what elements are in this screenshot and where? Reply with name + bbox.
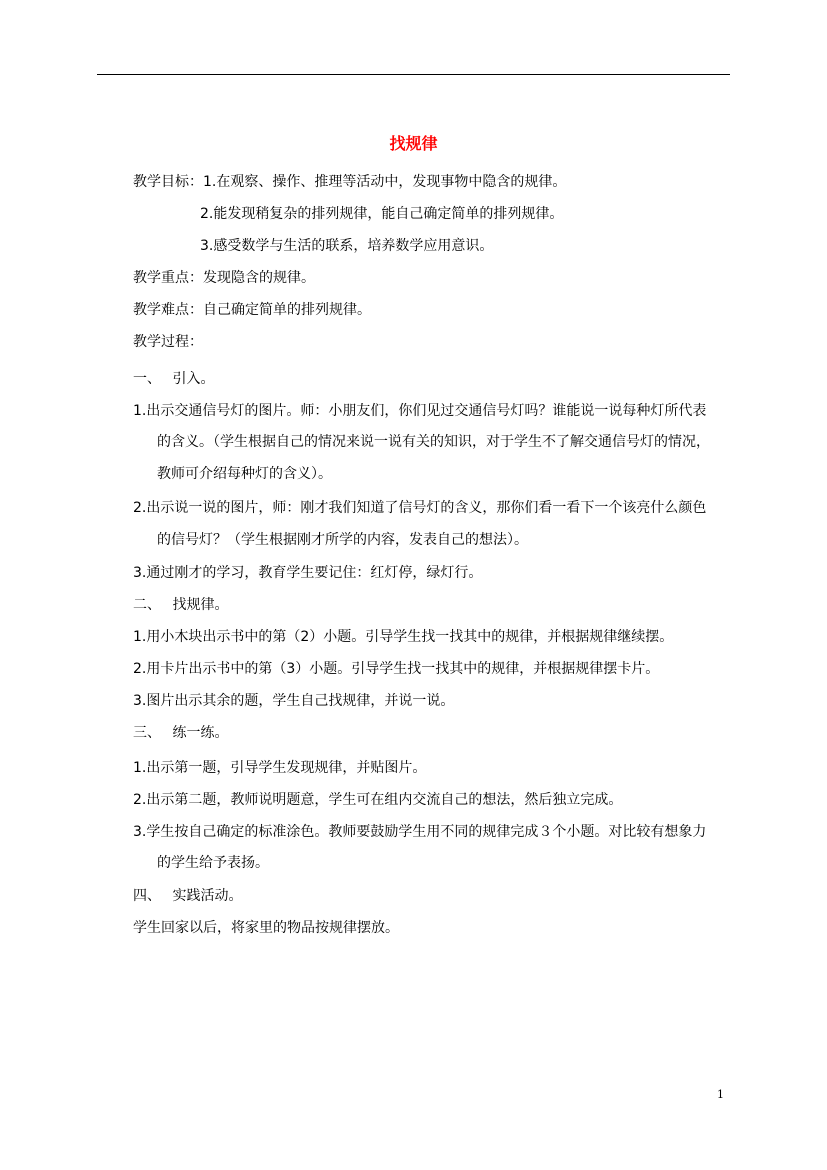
section-heading-2: 二、 找规律。	[133, 597, 229, 613]
key-point-line: 教学重点：发现隐含的规律。	[133, 270, 315, 286]
section-heading-3: 三、 练一练。	[133, 725, 229, 741]
paragraph-line: 的信号灯？（学生根据刚才所学的内容，发表自己的想法）。	[157, 532, 528, 548]
section-heading-1: 一、 引入。	[133, 371, 215, 387]
paragraph-line: 的含义。（学生根据自己的情况来说一说有关的知识，对于学生不了解交通信号灯的情况，	[157, 434, 710, 450]
paragraph-line: 3.通过刚才的学习，教育学生要记住：红灯停，绿灯行。	[133, 565, 483, 581]
paragraph-line: 1.用小木块出示书中的第（2）小题。引导学生找一找其中的规律，并根据规律继续摆。	[133, 629, 674, 645]
paragraph-line: 1.出示第一题，引导学生发现规律，并贴图片。	[133, 760, 427, 776]
paragraph-line: 教师可介绍每种灯的含义）。	[157, 466, 332, 482]
document-title: 找规律	[389, 134, 438, 153]
paragraph-line: 3.图片出示其余的题，学生自己找规律，并说一说。	[133, 693, 455, 709]
paragraph-line: 学生回家以后，将家里的物品按规律摆放。	[133, 920, 399, 936]
paragraph-line: 的学生给予表扬。	[157, 855, 269, 871]
paragraph-line: 2.出示说一说的图片，师：刚才我们知道了信号灯的含义，那你们看一看下一个该亮什么颜色	[133, 500, 707, 516]
difficulty-line: 教学难点：自己确定简单的排列规律。	[133, 302, 371, 318]
objective-line-1: 教学目标：1.在观察、操作、推理等活动中，发现事物中隐含的规律。	[133, 174, 567, 190]
section-heading-4: 四、 实践活动。	[133, 888, 243, 904]
paragraph-line: 3.学生按自己确定的标准涂色。教师要鼓励学生用不同的规律完成３个小题。对比较有想象力	[133, 824, 707, 840]
paragraph-line: 1.出示交通信号灯的图片。师：小朋友们，你们见过交通信号灯吗？谁能说一说每种灯所代表	[133, 403, 707, 419]
paragraph-line: 2.用卡片出示书中的第（3）小题。引导学生找一找其中的规律，并根据规律摆卡片。	[133, 661, 660, 677]
objective-line-2: 2.能发现稍复杂的排列规律，能自己确定简单的排列规律。	[200, 206, 564, 222]
page-number: 1	[717, 1088, 724, 1101]
header-rule	[97, 74, 730, 75]
objective-line-3: 3.感受数学与生活的联系，培养数学应用意识。	[200, 238, 494, 254]
paragraph-line: 2.出示第二题，教师说明题意，学生可在组内交流自己的想法，然后独立完成。	[133, 792, 623, 808]
process-heading: 教学过程：	[133, 334, 203, 350]
